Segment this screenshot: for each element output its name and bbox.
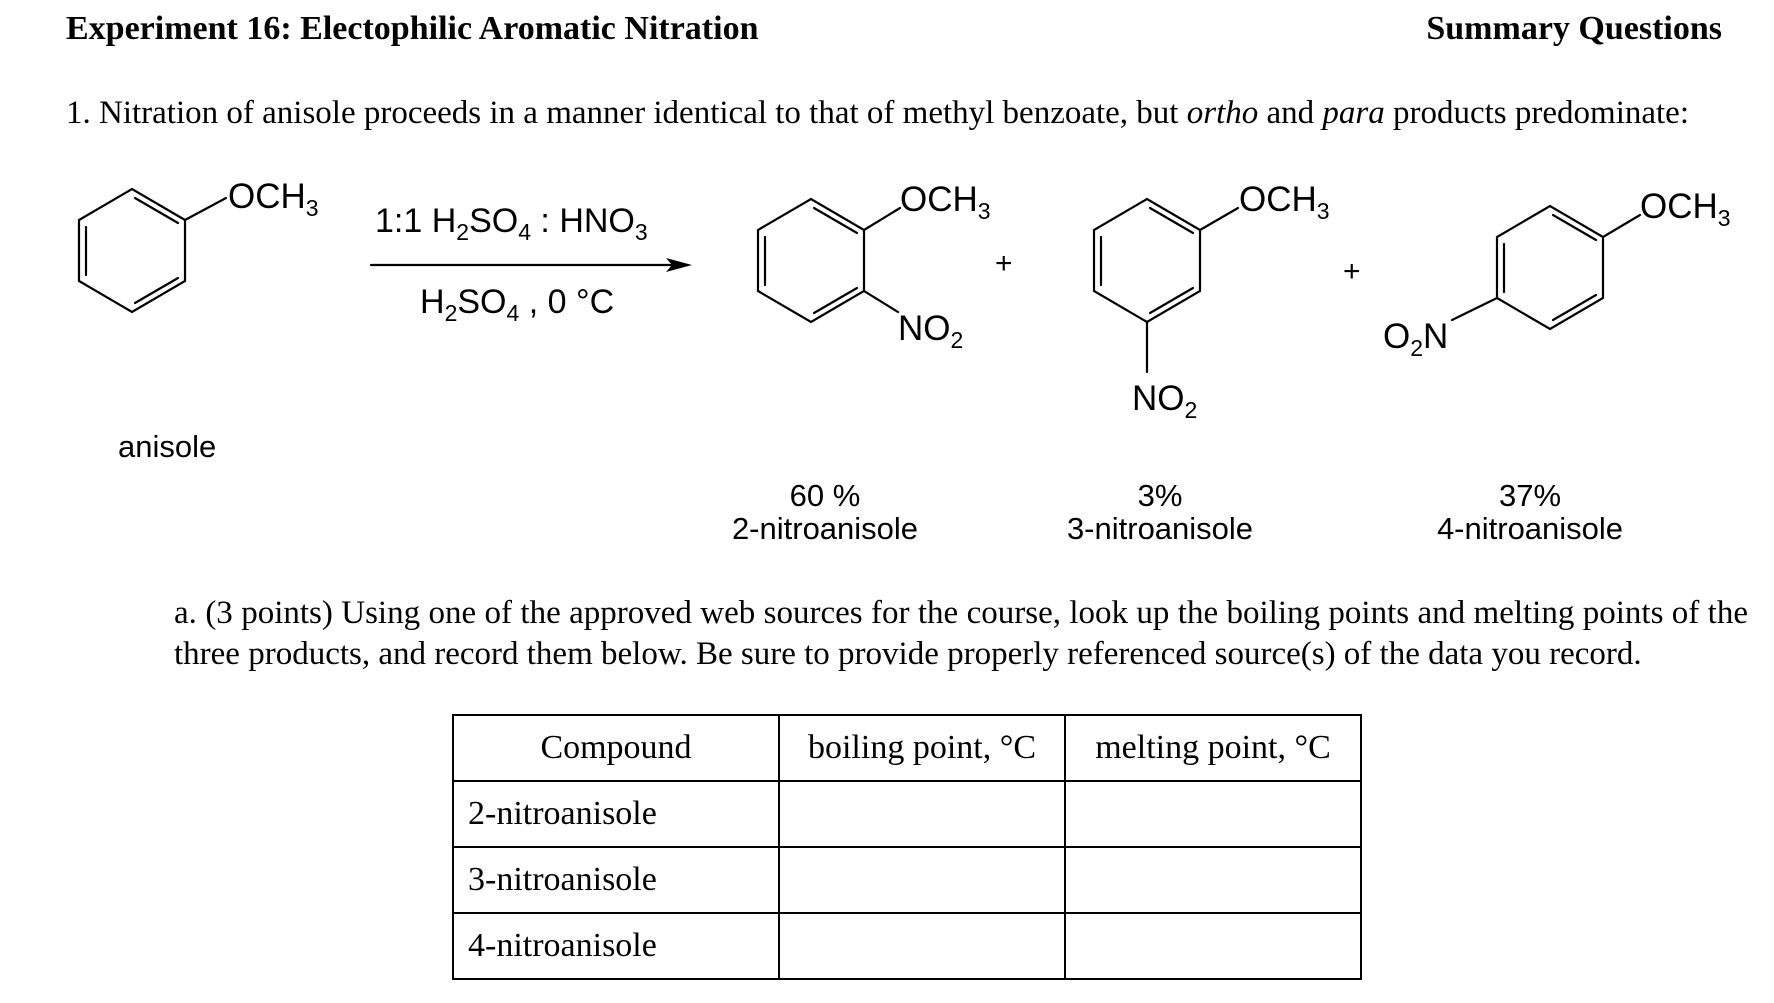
experiment-title: Experiment 16: Electophilic Aromatic Nitration [66,10,759,47]
question-text-after: products predominate: [1393,95,1690,131]
boiling-point-cell[interactable] [779,913,1065,979]
compound-header: Compound [453,715,779,781]
question-number: 1. [66,95,91,131]
2-nitroanisole-ring [758,199,900,322]
melting-point-header: melting point, °C [1065,715,1361,781]
boiling-point-cell[interactable] [779,847,1065,913]
meta-no2-label: $NO_2$ [1132,379,1198,423]
melting-point-cell[interactable] [1065,913,1361,979]
reagent-line-2: $H_2SO_4$ , 0 °C [420,283,615,326]
product-1-yield: 60 % [789,478,861,513]
boiling-point-cell[interactable] [779,781,1065,847]
reactant-och3-label: $OCH_3$ [228,177,319,221]
part-a-body: (3 points) Using one of the approved web sources for the course, look up the boiling points and melting points of the three products, and record them below. Be sure to provide properly referenced source(s) of the data you record. [174,595,1749,672]
melting-point-cell[interactable] [1065,781,1361,847]
product-3-yield: 37% [1498,478,1562,513]
3-nitroanisole-ring [1094,199,1238,372]
compound-cell: 2-nitroanisole [453,781,779,847]
ortho-no2-label: $NO_2$ [898,309,964,353]
anisole-ring [79,189,226,312]
compound-cell: 3-nitroanisole [453,847,779,913]
melting-point-cell[interactable] [1065,847,1361,913]
properties-table [452,714,1362,980]
product-2-name: 3-nitroanisole [1066,511,1254,546]
table-header-row [453,715,1361,781]
anisole-label: anisole [118,429,217,464]
product-1-name: 2-nitroanisole [731,511,919,546]
part-a-label: a. [174,595,197,631]
table-row [453,781,1361,847]
question-text-before: Nitration of anisole proceeds in a manner identical to that of methyl benzoate, but [99,95,1179,131]
boiling-point-header: boiling point, °C [779,715,1065,781]
section-title: Summary Questions [1426,10,1722,47]
compound-cell: 4-nitroanisole [453,913,779,979]
product-3-name: 4-nitroanisole [1436,511,1624,546]
part-a-text [174,593,1748,675]
plus-sign-2: + [1343,255,1361,288]
table-row [453,913,1361,979]
meta-och3-label: $OCH_3$ [1239,180,1330,224]
para-och3-label: $OCH_3$ [1640,187,1731,231]
4-nitroanisole-ring [1452,206,1640,329]
ortho-och3-label: $OCH_3$ [900,180,991,224]
para-o2n-label: $O_2N$ [1383,317,1449,361]
reagent-line-1: 1:1 $H_2SO_4$ : $HNO_3$ [375,202,648,245]
and-word: and [1266,95,1315,131]
table-row [453,847,1361,913]
plus-sign-1: + [995,247,1013,280]
ortho-term: ortho [1186,95,1259,131]
para-term: para [1322,95,1385,131]
product-2-yield: 3% [1137,478,1183,513]
